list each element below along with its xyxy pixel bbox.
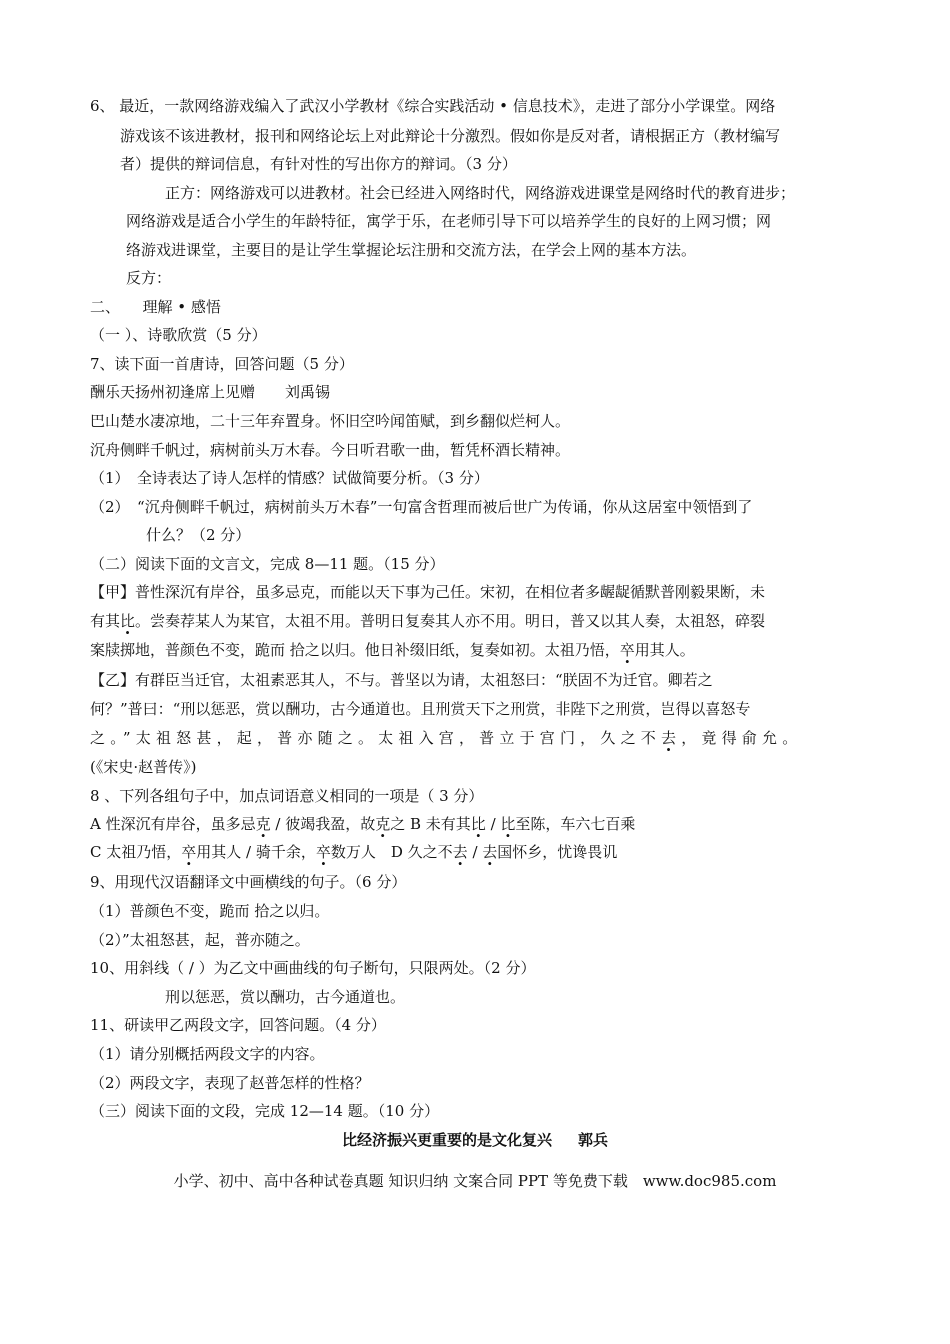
q11-sub-1: （1）请分别概括两段文字的内容。 [90, 1045, 325, 1063]
q6-pro-line-1: 正方：网络游戏可以进教材。社会已经进入网络时代，网络游戏进课堂是网络时代的教育进步； [165, 184, 796, 202]
q10-sentence: 刑以惩恶，赏以酬功，古今通道也。 [165, 988, 406, 1006]
text-run: 数万人 D 久之不 [330, 843, 453, 861]
q9-stem: 9、用现代汉语翻译文中画横线的句子。（6 分） [90, 873, 407, 891]
dotted-word: 克 [375, 815, 391, 833]
text-run: 之 B 未有其 [390, 815, 471, 833]
dotted-word: 去 [452, 843, 468, 861]
q8-options-ab [90, 814, 635, 834]
q8-stem: 8 、下列各组句子中，加点词语意义相同的一项是（ 3 分） [90, 787, 484, 805]
dotted-word: 比 [500, 815, 516, 833]
q7-stem: 7、读下面一首唐诗，回答问题（5 分） [90, 355, 354, 373]
q6-line-2: 游戏该不该进教材，报刊和网络论坛上对此辩论十分激烈。假如你是反对者，请根据正方（教材编写 [120, 127, 781, 145]
text-run: 用其人。 [634, 641, 695, 659]
section-2-heading: 二、 理解 • 感悟 [90, 298, 221, 316]
q9-sentence-2: （2）”太祖怒甚，起，普亦随之。 [90, 931, 310, 949]
q6-line-1: 6、 最近，一款网络游戏编入了武汉小学教材《综合实践活动 • 信息技术》，走进了部分小学课堂。网络 [90, 97, 776, 115]
q11-stem: 11、研读甲乙两段文字，回答问题。（4 分） [90, 1016, 386, 1034]
poem-line-2: 沉舟侧畔千帆过，病树前头万木春。今日听君歌一曲，暂凭杯酒长精神。 [90, 441, 571, 459]
dotted-word: 卒 [181, 843, 197, 861]
dotted-word: 去 [482, 843, 498, 861]
q6-line-3: 者）提供的辩词信息，有针对性的写出你方的辩词。（3 分） [120, 155, 517, 173]
section-3-sub: （三）阅读下面的文段，完成 12—14 题。（10 分） [90, 1102, 440, 1120]
q10-stem: 10、用斜线（ / ）为乙文中画曲线的句子断句，只限两处。（2 分） [90, 959, 536, 977]
text-run: / [467, 843, 483, 861]
section-2-sub-2: （二）阅读下面的文言文，完成 8—11 题。（15 分） [90, 555, 445, 573]
article-author: 郭兵 [578, 1131, 609, 1149]
text-run: 有其 [90, 612, 121, 630]
q6-pro-line-2: 网络游戏是适合小学生的年龄特征，寓学于乐，在老师引导下可以培养学生的良好的上网习惯；网 [126, 212, 772, 230]
article-title [0, 1130, 950, 1150]
footer-text: 小学、初中、高中各种试卷真题 知识归纳 文案合同 PPT 等免费下载 www.doc985.com [173, 1172, 777, 1190]
dotted-word: 卒 [315, 843, 331, 861]
article-title-text: 比经济振兴更重要的是文化复兴 [341, 1131, 552, 1149]
passage-source: (《宋史·赵普传》) [90, 758, 197, 776]
q7-sub-1: （1） 全诗表达了诗人怎样的情感？试做简要分析。（3 分） [90, 469, 489, 487]
section-2-sub-1: （一 ）、诗歌欣赏（5 分） [90, 326, 267, 344]
text-run: A 性深沉有岸谷，虽多忌 [90, 815, 256, 833]
q7-sub-2-line-2: 什么？（2 分） [146, 526, 251, 544]
text-run: 用其人 / 骑千余， [196, 843, 316, 861]
text-run: ，竟得俞允。 [681, 729, 803, 747]
text-run: 案牍掷地，普颜色不变，跪而 拾之以归。他日补缀旧纸，复奏如初。太祖乃悟， [90, 641, 620, 659]
q7-sub-2-line-1: （2） “沉舟侧畔千帆过，病树前头万木春”一句富含哲理而被后世广为传诵，你从这居室中领悟到了 [90, 498, 753, 516]
text-run: 。尝奏荐某人为某官，太祖不用。普明日复奏其人亦不用。明日，普又以其人奏，太祖怒，碎裂 [135, 612, 766, 630]
passage-yi-line-2: 何？”普曰：“刑以惩恶，赏以酬功，古今通道也。且刑赏天下之刑赏，非陛下之刑赏，岂得以喜怒专 [90, 700, 751, 718]
text-run: / [485, 815, 501, 833]
text-run: / 彼竭我盈，故 [270, 815, 376, 833]
q6-pro-line-3: 络游戏进课堂，主要目的是让学生掌握论坛注册和交流方法，在学会上网的基本方法。 [126, 241, 697, 259]
dotted-word: 比 [470, 815, 486, 833]
q8-options-cd [90, 842, 617, 862]
q6-con-label: 反方： [126, 269, 172, 287]
dotted-word: 去 [660, 729, 682, 747]
dotted-word: 克 [255, 815, 271, 833]
text-run: C 太祖乃悟， [90, 843, 182, 861]
passage-yi-line-1: 【乙】有群臣当迁官，太祖素恶其人，不与。普坚以为请，太祖怒曰：“朕固不为迁官。卿若之 [90, 671, 713, 689]
q11-sub-2: （2）两段文字，表现了赵普怎样的性格？ [90, 1074, 370, 1092]
passage-jia-line-2 [90, 611, 765, 631]
poem-title: 酬乐天扬州初逢席上见赠 刘禹锡 [90, 383, 331, 401]
text-run: 国怀乡，忧谗畏讥 [497, 843, 618, 861]
dotted-word: 比 [120, 612, 136, 630]
passage-yi-line-3 [90, 728, 802, 748]
text-run: 至陈，车六七百乘 [515, 815, 636, 833]
passage-jia-line-3 [90, 640, 695, 660]
text-run: 之。”太祖怒甚，起，普亦随之。太祖入宫，普立于宫门，久之不 [90, 729, 661, 747]
poem-line-1: 巴山楚水凄凉地，二十三年弃置身。怀旧空吟闻笛赋，到乡翻似烂柯人。 [90, 412, 571, 430]
dotted-word: 卒 [619, 641, 635, 659]
q9-sentence-1: （1）普颜色不变，跪而 拾之以归。 [90, 902, 330, 920]
passage-jia-line-1: 【甲】普性深沉有岸谷，虽多忌克，而能以天下事为己任。宋初，在相位者多龌龊循默普刚毅果断，未 [90, 583, 766, 601]
